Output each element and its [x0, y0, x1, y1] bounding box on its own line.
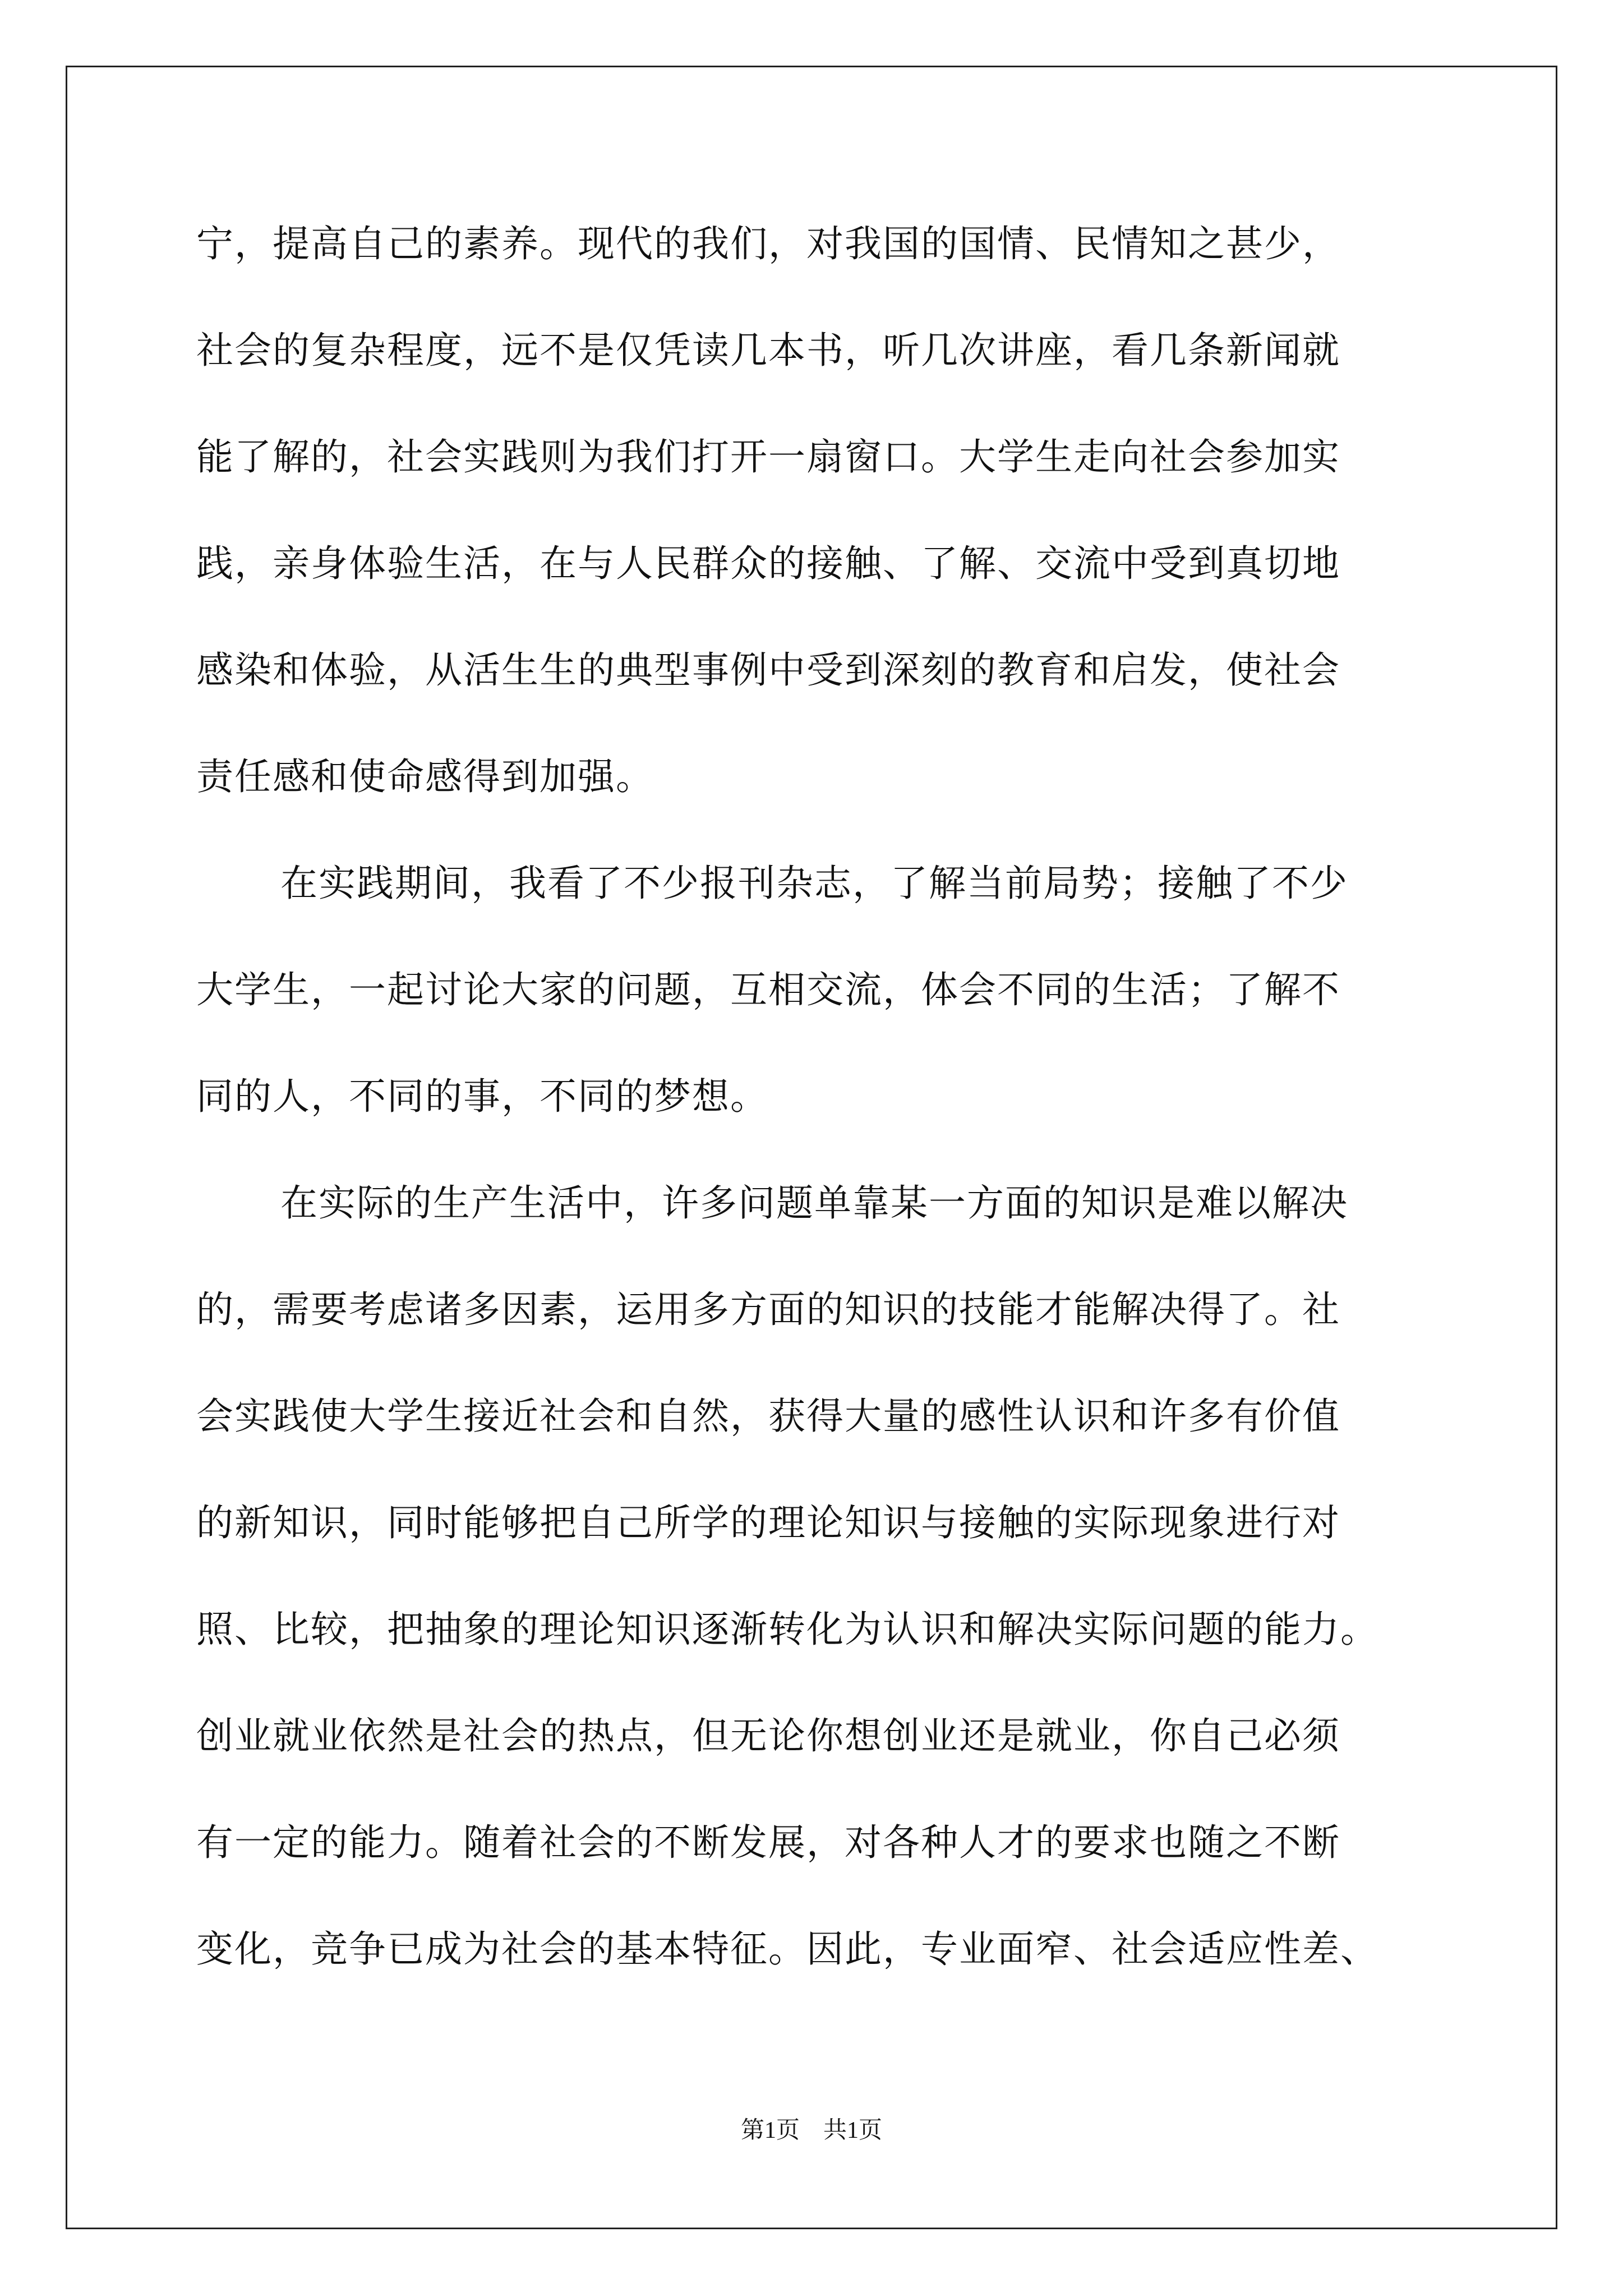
text-line: 的新知识，同时能够把自己所学的理论知识与接触的实际现象进行对 — [196, 1501, 1340, 1544]
text-line: 照、比较，把抽象的理论知识逐渐转化为认识和解决实际问题的能力。 — [196, 1608, 1378, 1651]
page-number-footer: 第1页 共1页 — [740, 2118, 882, 2143]
text-line: 责任感和使命感得到加强。 — [196, 755, 654, 798]
text-line: 能了解的，社会实践则为我们打开一扇窗口。大学生走向社会参加实 — [196, 435, 1340, 478]
text-line: 践，亲身体验生活，在与人民群众的接触、了解、交流中受到真切地 — [196, 542, 1340, 585]
text-line: 在实际的生产生活中，许多问题单靠某一方面的知识是难以解决 — [280, 1181, 1348, 1225]
text-line: 会实践使大学生接近社会和自然，获得大量的感性认识和许多有价值 — [196, 1395, 1340, 1438]
text-line: 大学生，一起讨论大家的问题，互相交流，体会不同的生活；了解不 — [196, 968, 1340, 1011]
text-line: 在实践期间，我看了不少报刊杂志，了解当前局势；接触了不少 — [280, 862, 1348, 905]
text-line: 感染和体验，从活生生的典型事例中受到深刻的教育和启发，使社会 — [196, 648, 1340, 692]
text-line: 有一定的能力。随着社会的不断发展，对各种人才的要求也随之不断 — [196, 1821, 1340, 1864]
text-line: 的，需要考虑诸多因素，运用多方面的知识的技能才能解决得了。社 — [196, 1288, 1340, 1331]
text-line: 同的人，不同的事，不同的梦想。 — [196, 1075, 768, 1118]
text-line: 社会的复杂程度，远不是仅凭读几本书，听几次讲座，看几条新闻就 — [196, 329, 1340, 372]
text-line: 变化，竞争已成为社会的基本特征。因此，专业面窄、社会适应性差、 — [196, 1927, 1378, 1971]
text-line: 创业就业依然是社会的热点，但无论你想创业还是就业，你自己必须 — [196, 1714, 1340, 1757]
document-body — [196, 191, 1430, 2003]
text-line: 宁，提高自己的素养。现代的我们，对我国的国情、民情知之甚少， — [196, 222, 1340, 265]
